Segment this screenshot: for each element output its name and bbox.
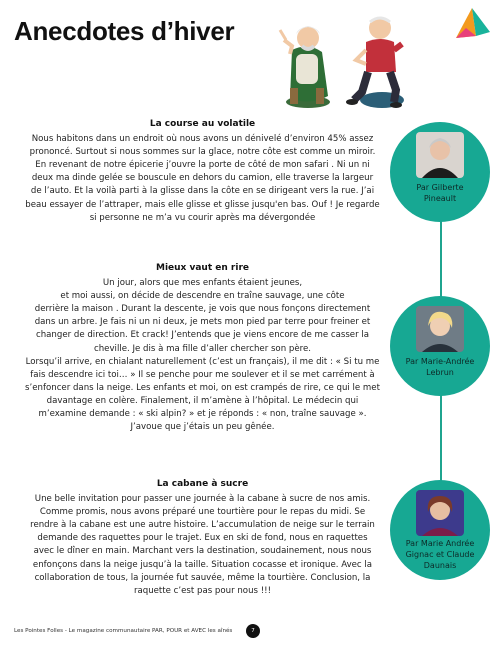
- author-photo: [416, 490, 464, 536]
- page-number: 7: [246, 624, 260, 638]
- footer-text: Les Pointes Folles - Le magazine communautaire PAR, POUR et AVEC les aînés: [14, 628, 233, 634]
- author-badge-gilberte: [390, 122, 490, 222]
- story-body: Nous habitons dans un endroit où nous avons un dénivelé d’environ 45% assez prononcé. Surtout si nous sommes sur la glace, notre côte est comme un miroir. En revenant de notre épicerie j’ouvre la porte de côté de mon safari . Ni un ni deux ma dinde gelée se bouscule en dehors du camion, elle traverse la largeur de l’auto. Et la voilà parti à la glisse dans la côte en se dirigeant vers la rue. J’ai beau essayer de l’attraper, mais elle glisse et glisse jusqu'en bas. Ouf ! Je regarde si personne ne m’a vu courir après ma dévergondée: [25, 134, 380, 223]
- author-name: Par Marie Andrée Gignac et Claude Daunais: [405, 539, 475, 570]
- story-la-cabane-a-sucre: [10, 478, 395, 598]
- page-title: Anecdotes d’hiver: [14, 16, 235, 46]
- author-name: Par Marie-Andrée Lebrun: [405, 357, 475, 377]
- story-title: La cabane à sucre: [156, 479, 249, 489]
- story-body: Un jour, alors que mes enfants étaient jeunes, et moi aussi, on décide de descendre en traîne sauvage, une côte derrière la maison . Durant la descente, je vois que nous fonçons directement dans un arbre. Je fais ni un ni deux, je mets mon pied par terre pour freiner et changer de direction. Et crack! J’entends que je viens encore de me casser la cheville. Je dis à ma fille d’aller chercher son père. Lorsqu’il arrive, en chialant naturellement (c’est un français), il me dit : « Si tu me fais descendre ici toi… » Il se penche pour me soulever et il se met carrément à s’enfoncer dans la neige. Les enfants et moi, on est crampés de rire, ce qui le met davantage en colère. Finalement, il m’amène à l’hôpital. Le médecin qui m’examine demande : « ski alpin? » et je réponds : « non, traîne sauvage ». J’avoue que j’étais un peu gênée.: [25, 278, 380, 433]
- story-body: Une belle invitation pour passer une journée à la cabane à sucre de nos amis. Comme promis, nous avons préparé une tourtière pour le repas du midi. Se rendre à la cabane est une autre histoire. L’accumulation de neige sur le terrain demande des raquettes pour le trajet. Eux en ski de fond, nous en raquettes avec le dîner en main. Marchant vers la destination, soudainement, nous nous enfonçons dans la neige jusqu’à la taille. Situation cocasse et ironique. Avec la collaboration de tous, la journée fut sauvée, même la tourtière. Conclusion, la raquette c’est pas pour nous !!!: [30, 494, 375, 596]
- author-photo: [416, 132, 464, 178]
- author-name: Par Gilberte Pineault: [416, 183, 464, 203]
- story-title: Mieux vaut en rire: [156, 263, 249, 273]
- magazine-logo-icon: [452, 6, 492, 40]
- author-photo: [416, 306, 464, 352]
- story-mieux-vaut-en-rire: [10, 262, 395, 434]
- author-badge-marie-andree-lebrun: [390, 296, 490, 396]
- story-title: La course au volatile: [149, 119, 256, 129]
- author-badge-gignac-daunais: [390, 480, 490, 580]
- seniors-illustration: [270, 10, 420, 114]
- story-la-course-au-volatile: [10, 118, 395, 225]
